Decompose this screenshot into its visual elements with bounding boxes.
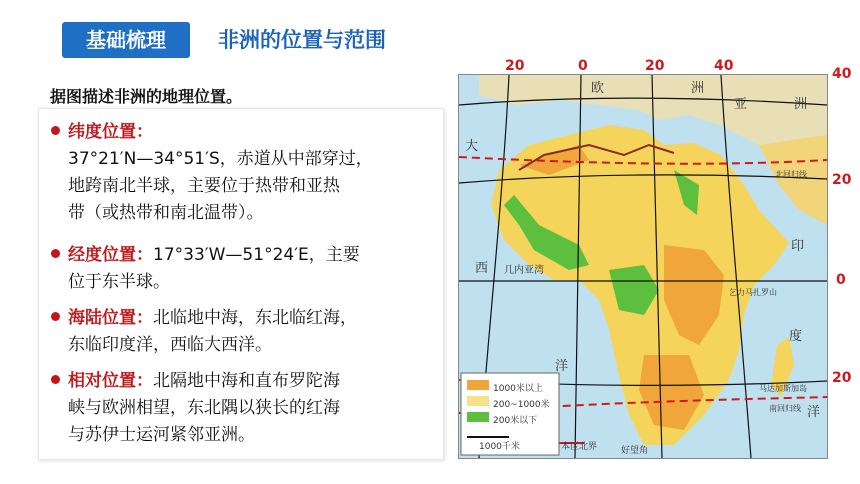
map-label-indian-2: 度 [789,329,803,344]
item-line: 东临印度洋，西临大西洋。 [68,335,272,355]
legend-swatch-low [467,412,489,422]
question-prompt: 据图描述非洲的地理位置。 [50,87,243,106]
map-label-europe-2: 洲 [691,81,705,96]
map-label-atlantic-3: 洋 [555,359,569,374]
item-line: 带（或热带和南北温带）。 [68,203,264,223]
scale-label: 1000千米 [479,442,520,452]
map-label-atlantic-2: 西 [475,261,489,276]
legend-swatch-high [467,380,489,390]
item-line: 位于东半球。 [68,272,170,292]
lat-label: 0 [836,272,846,288]
map-label-asia-2: 洲 [794,97,808,112]
lat-label: 40 [832,66,852,82]
legend-label: 200~1000米 [493,400,550,410]
legend-swatch-mid [467,396,489,406]
item-key: 海陆位置： [68,308,153,328]
item-line: 37°21′N—34°51′S，赤道从中部穿过， [68,149,373,169]
item-text: 17°33′W—51°24′E，主要 [153,245,360,265]
map-label-cape: 好望角 [621,446,649,456]
relative-item [51,368,433,449]
lat-label: 20 [832,172,852,188]
lon-label: 0 [578,58,588,74]
longitude-item [51,242,433,296]
item-line: 峡与欧洲相望，东北隅以狭长的红海 [68,398,340,418]
map-label-tropic-capricorn: 南回归线 [769,404,801,413]
item-text: 北临地中海，东北临红海， [153,308,357,328]
sea-land-item [51,305,433,359]
section-tag: 基础梳理 [62,22,190,58]
map-label-atlantic-1: 大 [465,139,479,154]
bullet-icon [51,375,60,384]
map-label-europe-1: 欧 [591,81,605,96]
lon-label: 40 [714,58,734,74]
legend-label: 200米以下 [493,416,538,426]
lon-label: 20 [505,58,525,74]
map-label-madagascar: 马达加斯加岛 [759,384,807,393]
item-key: 相对位置： [68,371,153,391]
map-label-indian-3: 洋 [807,405,821,420]
map-label-kilimanjaro: 乞力马扎罗山 [729,288,777,297]
latitude-item [51,119,433,227]
item-line: 地跨南北半球，主要位于热带和亚热 [68,176,340,196]
item-key: 经度位置： [68,245,153,265]
legend-label: 1000米以上 [493,384,543,394]
map-label-indian-1: 印 [791,239,805,254]
item-key: 纬度位置： [68,122,153,142]
lat-label: 20 [832,370,852,386]
lon-label: 20 [645,58,665,74]
page-title: 非洲的位置与范围 [218,28,386,52]
map-label-asia-1: 亚 [734,97,748,112]
boundary-label: 本区北界 [561,442,598,452]
item-line: 与苏伊士运河紧邻亚洲。 [68,425,255,445]
bullet-icon [51,126,60,135]
map-label-gulf: 几内亚湾 [504,265,544,276]
item-text: 北隔地中海和直布罗陀海 [153,371,340,391]
map-label-tropic-cancer: 北回归线 [775,170,807,179]
answer-card [38,108,444,460]
africa-map [458,74,828,459]
bullet-icon [51,312,60,321]
bullet-icon [51,249,60,258]
